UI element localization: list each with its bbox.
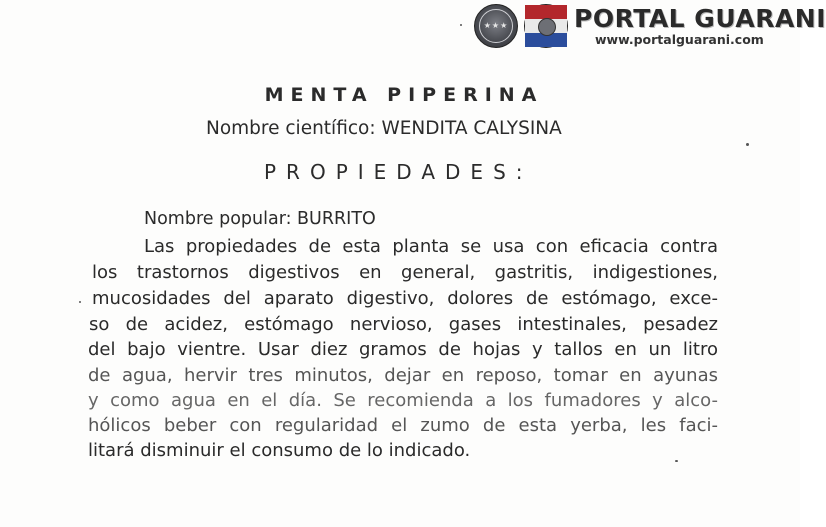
- body-line-8: hólicos beber con regularidad el zumo de esta yerba, les faci-: [88, 415, 718, 436]
- scan-speck: [675, 460, 678, 462]
- body-line-7: y como agua en el día. Se recomienda a los fumadores y alco-: [88, 390, 718, 411]
- scan-speck: [79, 301, 81, 303]
- watermark-brand: PORTAL GUARANI: [574, 4, 826, 33]
- scan-speck: [746, 143, 749, 146]
- body-line-5: del bajo vientre. Usar diez gramos de hojas y tallos en un litro: [88, 339, 718, 360]
- body-line-3: mucosidades del aparato digestivo, dolores de estómago, exce-: [92, 288, 718, 309]
- seal-stars-icon: ★★★: [483, 21, 509, 30]
- body-line-9: litará disminuir el consumo de lo indicado.: [88, 440, 471, 461]
- body-line-2: los trastornos digestivos en general, gastritis, indigestiones,: [92, 262, 718, 283]
- scientific-name: Nombre científico: WENDITA CALYSINA: [206, 118, 562, 139]
- popular-name: Nombre popular: BURRITO: [144, 209, 376, 229]
- document-title: MENTA PIPERINA: [264, 84, 544, 106]
- watermark-url: www.portalguarani.com: [595, 32, 764, 47]
- body-line-4: so de acidez, estómago nervioso, gases intestinales, pesadez: [89, 314, 718, 335]
- scan-speck: [460, 24, 462, 26]
- body-line-6: de agua, hervir tres minutos, dejar en reposo, tomar en ayunas: [88, 365, 718, 386]
- section-heading: PROPIEDADES:: [264, 160, 533, 184]
- body-line-1: Las propiedades de esta planta se usa con eficacia contra: [144, 236, 718, 257]
